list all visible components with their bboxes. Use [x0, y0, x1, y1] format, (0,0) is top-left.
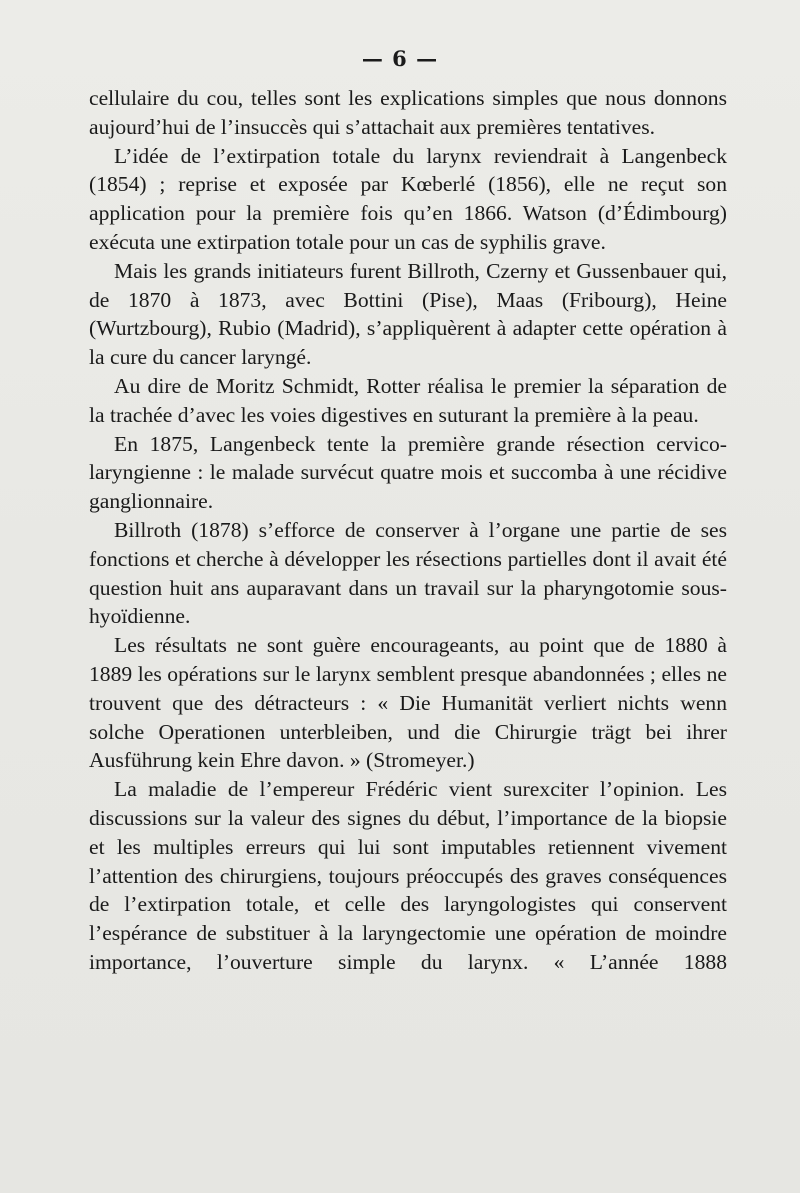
paragraph-initiators: Mais les grands initiateurs furent Billroth, Czerny et Gussenbauer qui, de 1870 à 1873, avec Bottini (Pise), Maas (Fribourg), Heine (Wurtzbourg), Rubio (Madrid), s’appliquèrent à adapter cette opération à la cure du cancer laryngé. — [89, 258, 727, 370]
paragraph-continuation: cellulaire du cou, telles sont les explications simples que nous donnons aujourd’hui de l’insuccès qui s’attachait aux premières tentatives. — [89, 86, 727, 139]
paragraph-emperor-frederic: La maladie de l’empereur Frédéric vient surexciter l’opinion. Les discussions sur la valeur des signes du début, l’importance de la biopsie et les multiples erreurs qui lui sont imputables retiennent vivement l’attention des chirurgiens, toujours préoccupés des graves conséquences de l’extirpation totale, et celle des laryngologistes qui conservent l’espérance de substituer à la laryngectomie une opération de moindre importance, l’ouverture simple du larynx. « L’année 1888 — [89, 777, 727, 974]
body-text — [89, 84, 727, 977]
paragraph-langenbeck-idea: L’idée de l’extirpation totale du larynx reviendrait à Langenbeck (1854) ; reprise et exposée par Kœberlé (1856), elle ne reçut son application pour la première fois qu’en 1866. Watson (d’Édimbourg) exécuta une extirpation totale pour un cas de syphilis grave. — [89, 143, 727, 254]
paragraph-moritz-schmidt: Au dire de Moritz Schmidt, Rotter réalisa le premier la séparation de la trachée d’avec les voies digestives en suturant la première à la peau. — [89, 373, 727, 427]
paragraph-1875-resection: En 1875, Langenbeck tente la première grande résection cervico-laryngienne : le malade survécut quatre mois et succomba à une récidive ganglionnaire. — [89, 431, 727, 514]
paragraph-results: Les résultats ne sont guère encourageants, au point que de 1880 à 1889 les opérations sur le larynx semblent presque abandonnées ; elles ne trouvent que des détracteurs : « Die Humanität verliert nichts wenn solche Operationen unterbleiben, und die Chirurgie trägt bei ihrer Ausführung kein Ehre davon. » (Stromeyer.) — [89, 633, 727, 773]
paragraph-billroth-1878: Billroth (1878) s’efforce de conserver à l’organe une partie de ses fonctions et cherche à développer les résections partielles dont il avait été question huit ans auparavant dans un travail sur la pharyngotomie sous-hyoïdienne. — [89, 517, 727, 629]
page-number: — 6 — — [361, 46, 439, 71]
